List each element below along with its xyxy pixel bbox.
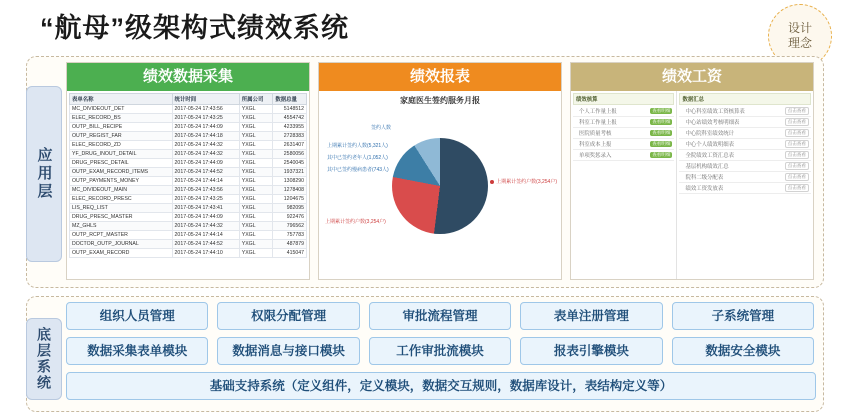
- base-row-management: [66, 302, 814, 330]
- col-company: 所属公司: [239, 94, 273, 105]
- table-cell-1: 2017-05-24 17:44:10: [172, 249, 239, 258]
- table-row[interactable]: [70, 213, 307, 222]
- table-cell-0: MC_DIVIDEOUT_MAIN: [70, 186, 173, 195]
- base-cell[interactable]: 权限分配管理: [217, 302, 359, 330]
- table-row[interactable]: [70, 240, 307, 249]
- list-item-action[interactable]: 查看明细: [652, 119, 671, 124]
- salary-right-header: 数据汇总: [679, 93, 811, 105]
- list-item-label: 基层机构绩效汇总: [685, 164, 729, 170]
- annotation-chronic: 其中已签约慢病患者(743人): [327, 167, 389, 173]
- table-cell-1: 2017-05-24 17:44:32: [172, 222, 239, 231]
- chart-title: 家庭医生签约服务月报: [400, 96, 480, 105]
- list-item[interactable]: [573, 128, 674, 139]
- table-row[interactable]: [70, 123, 307, 132]
- table-cell-2: YXGL: [239, 114, 273, 123]
- list-item[interactable]: [679, 183, 811, 194]
- list-item-label: 科室工作量上报: [579, 120, 617, 126]
- panel-salary: [570, 62, 814, 280]
- list-item-action[interactable]: 查看明细: [652, 130, 671, 135]
- table-cell-2: YXGL: [239, 159, 273, 168]
- salary-left-column: [571, 91, 677, 279]
- annotation-elderly: 其中已签约老年人(1,052人): [327, 155, 388, 161]
- table-row[interactable]: [70, 132, 307, 141]
- table-row[interactable]: [70, 177, 307, 186]
- table-cell-0: OUTP_REGIST_FAR: [70, 132, 173, 141]
- list-item-label: 院科二级分配表: [685, 175, 724, 181]
- panel-header-report: 绩效报表: [319, 63, 561, 91]
- list-item-label: 科室成本上报: [579, 142, 612, 148]
- list-item-action[interactable]: 点击查看: [785, 118, 809, 126]
- list-item-action[interactable]: 查看明细: [652, 152, 671, 157]
- concept-badge-line1: 设计: [787, 21, 812, 35]
- base-cell[interactable]: 数据采集表单模块: [66, 337, 208, 365]
- col-stat-time: 统计时间: [172, 94, 239, 105]
- table-cell-1: 2017-05-24 17:43:25: [172, 114, 239, 123]
- list-item-action[interactable]: 点击查看: [785, 107, 809, 115]
- page-title: “航母”级架构式绩效系统: [40, 13, 349, 43]
- application-layer-label: 应用层: [26, 86, 62, 262]
- list-item-action[interactable]: 点击查看: [785, 184, 809, 192]
- table-cell-2: YXGL: [239, 231, 273, 240]
- col-total: 数据总量: [273, 94, 307, 105]
- table-cell-2: YXGL: [239, 177, 273, 186]
- base-cell[interactable]: 工作审批流模块: [369, 337, 511, 365]
- table-cell-1: 2017-05-24 17:44:32: [172, 141, 239, 150]
- table-cell-2: YXGL: [239, 105, 273, 114]
- table-cell-0: MZ_GHLS: [70, 222, 173, 231]
- table-cell-3: 982095: [273, 204, 307, 213]
- salary-right-column: [677, 91, 813, 279]
- list-item[interactable]: [679, 117, 811, 128]
- table-cell-3: 2580056: [273, 150, 307, 159]
- base-cell[interactable]: 表单注册管理: [520, 302, 662, 330]
- panel-report: [318, 62, 562, 280]
- table-cell-1: 2017-05-24 17:44:14: [172, 177, 239, 186]
- table-row[interactable]: [70, 150, 307, 159]
- table-row[interactable]: [70, 195, 307, 204]
- base-cell[interactable]: 子系统管理: [672, 302, 814, 330]
- foundation-cell[interactable]: 基础支持系统（定义组件，定义模块，数据交互规则，数据库设计，表结构定义等）: [66, 372, 816, 400]
- chart-subtitle: 签约人数: [371, 125, 392, 131]
- table-cell-1: 2017-05-24 17:44:52: [172, 240, 239, 249]
- table-cell-3: 2540045: [273, 159, 307, 168]
- table-cell-2: YXGL: [239, 249, 273, 258]
- list-item-label: 中心科室绩效工资核算表: [685, 109, 745, 115]
- list-item-label: 中心个人绩效明细表: [685, 142, 734, 148]
- table-row[interactable]: [70, 204, 307, 213]
- application-panels: [66, 62, 814, 280]
- list-item-label: 中心站绩效考核明细表: [685, 120, 740, 126]
- table-cell-2: YXGL: [239, 132, 273, 141]
- list-item-action[interactable]: 点击查看: [785, 140, 809, 148]
- list-item-label: 绩效工资发放表: [685, 186, 724, 192]
- table-cell-0: DOCTOR_OUTP_JOURNAL: [70, 240, 173, 249]
- table-cell-0: ELEC_RECORD_ZD: [70, 141, 173, 150]
- panel-header-data-collection: 绩效数据采集: [67, 63, 309, 91]
- concept-badge-line2: 理念: [787, 36, 812, 50]
- table-row[interactable]: [70, 141, 307, 150]
- table-cell-0: OUTP_BILL_RECIPE: [70, 123, 173, 132]
- annotation-households: 上期累计签约户数(3,254户): [325, 219, 386, 225]
- salary-body: [571, 91, 813, 279]
- list-item-action[interactable]: 点击查看: [785, 173, 809, 181]
- list-item[interactable]: [679, 172, 811, 183]
- pie-chart[interactable]: [319, 106, 561, 266]
- col-form-name: 表单名称: [70, 94, 173, 105]
- base-system-rows: [66, 302, 814, 407]
- table-cell-0: LIS_REQ_LIST: [70, 204, 173, 213]
- table-cell-2: YXGL: [239, 186, 273, 195]
- annotation-signed-people: 上期累计签约人数(5,321人): [327, 143, 388, 149]
- base-row-modules: [66, 337, 814, 365]
- table-cell-1: 2017-05-24 17:44:14: [172, 231, 239, 240]
- table-cell-1: 2017-05-24 17:43:56: [172, 105, 239, 114]
- table-cell-2: YXGL: [239, 240, 273, 249]
- salary-left-header: 绩效核算: [573, 93, 674, 105]
- table-cell-0: MC_DIVIDEOUT_DET: [70, 105, 173, 114]
- pie-slices: [392, 138, 488, 234]
- base-row-foundation: [66, 372, 814, 400]
- table-row[interactable]: [70, 186, 307, 195]
- table-cell-3: 2631407: [273, 141, 307, 150]
- table-header-row: [70, 94, 307, 105]
- table-cell-3: 5148512: [273, 105, 307, 114]
- list-item[interactable]: [573, 150, 674, 161]
- table-row[interactable]: [70, 222, 307, 231]
- table-cell-1: 2017-05-24 17:43:56: [172, 186, 239, 195]
- table-cell-0: OUTP_EXAM_RECORD_ITEMS: [70, 168, 173, 177]
- table-row[interactable]: [70, 159, 307, 168]
- table-cell-2: YXGL: [239, 168, 273, 177]
- report-body: [319, 91, 561, 279]
- table-row[interactable]: [70, 168, 307, 177]
- list-item[interactable]: [679, 128, 811, 139]
- list-item-action[interactable]: 点击查看: [785, 162, 809, 170]
- list-item-label: 单项奖惩录入: [579, 153, 612, 159]
- table-cell-0: OUTP_EXAM_RECORD: [70, 249, 173, 258]
- table-cell-1: 2017-05-24 17:44:32: [172, 150, 239, 159]
- table-row[interactable]: [70, 249, 307, 258]
- list-item-action[interactable]: 点击查看: [785, 151, 809, 159]
- list-item[interactable]: [573, 139, 674, 150]
- table-cell-3: 1937321: [273, 168, 307, 177]
- table-row[interactable]: [70, 105, 307, 114]
- table-cell-1: 2017-05-24 17:44:09: [172, 123, 239, 132]
- list-item-label: 医院质量考核: [579, 131, 612, 137]
- list-item-label: 个人工作量上报: [579, 109, 617, 115]
- table-cell-2: YXGL: [239, 213, 273, 222]
- list-item[interactable]: [573, 117, 674, 128]
- legend-households: [490, 178, 557, 185]
- collection-table[interactable]: [69, 93, 307, 258]
- table-cell-0: OUTP_PAYMENTS_MONEY: [70, 177, 173, 186]
- list-item-action[interactable]: 查看明细: [652, 141, 671, 146]
- table-cell-0: ELEC_RECORD_PRESC: [70, 195, 173, 204]
- table-cell-3: 922476: [273, 213, 307, 222]
- table-cell-3: 1308290: [273, 177, 307, 186]
- table-cell-0: YF_DRUG_INOUT_DETAIL: [70, 150, 173, 159]
- table-cell-2: YXGL: [239, 123, 273, 132]
- table-cell-3: 796562: [273, 222, 307, 231]
- table-cell-2: YXGL: [239, 222, 273, 231]
- table-cell-3: 4554742: [273, 114, 307, 123]
- list-item[interactable]: [679, 106, 811, 117]
- list-item[interactable]: [573, 106, 674, 117]
- base-cell[interactable]: 报表引擎模块: [520, 337, 662, 365]
- table-cell-2: YXGL: [239, 195, 273, 204]
- table-cell-0: DRUG_PRESC_MASTER: [70, 213, 173, 222]
- table-cell-2: YXGL: [239, 204, 273, 213]
- table-cell-1: 2017-05-24 17:43:25: [172, 195, 239, 204]
- base-cell[interactable]: 审批流程管理: [369, 302, 511, 330]
- table-row[interactable]: [70, 231, 307, 240]
- table-cell-3: 1204675: [273, 195, 307, 204]
- list-item[interactable]: [679, 161, 811, 172]
- table-cell-0: ELEC_RECORD_BS: [70, 114, 173, 123]
- table-cell-3: 2728383: [273, 132, 307, 141]
- legend-dot-icon: [490, 180, 494, 184]
- table-cell-1: 2017-05-24 17:44:18: [172, 132, 239, 141]
- base-system-label: 底层系统: [26, 318, 62, 400]
- list-item[interactable]: [679, 139, 811, 150]
- table-cell-3: 487879: [273, 240, 307, 249]
- table-cell-1: 2017-05-24 17:44:09: [172, 159, 239, 168]
- list-item-label: 中心院科室绩效统计: [685, 131, 734, 137]
- table-cell-1: 2017-05-24 17:43:41: [172, 204, 239, 213]
- table-row[interactable]: [70, 114, 307, 123]
- table-cell-2: YXGL: [239, 150, 273, 159]
- table-cell-1: 2017-05-24 17:44:52: [172, 168, 239, 177]
- table-cell-0: DRUG_PRESC_DETAIL: [70, 159, 173, 168]
- base-cell[interactable]: 组织人员管理: [66, 302, 208, 330]
- table-cell-3: 757783: [273, 231, 307, 240]
- panel-header-salary: 绩效工资: [571, 63, 813, 91]
- data-collection-body: [67, 91, 309, 279]
- legend-households-label: 上期累计签约户数(3,254户): [496, 179, 557, 185]
- list-item-label: 全院绩效工资汇总表: [685, 153, 734, 159]
- table-cell-2: YXGL: [239, 141, 273, 150]
- list-item[interactable]: [679, 150, 811, 161]
- table-cell-3: 4233955: [273, 123, 307, 132]
- base-cell[interactable]: 数据安全模块: [672, 337, 814, 365]
- list-item-action[interactable]: 查看明细: [652, 108, 671, 113]
- base-cell[interactable]: 数据消息与接口模块: [217, 337, 359, 365]
- table-cell-0: OUTP_RCPT_MASTER: [70, 231, 173, 240]
- list-item-action[interactable]: 点击查看: [785, 129, 809, 137]
- table-cell-1: 2017-05-24 17:44:09: [172, 213, 239, 222]
- table-cell-3: 1278408: [273, 186, 307, 195]
- table-cell-3: 415047: [273, 249, 307, 258]
- panel-data-collection: [66, 62, 310, 280]
